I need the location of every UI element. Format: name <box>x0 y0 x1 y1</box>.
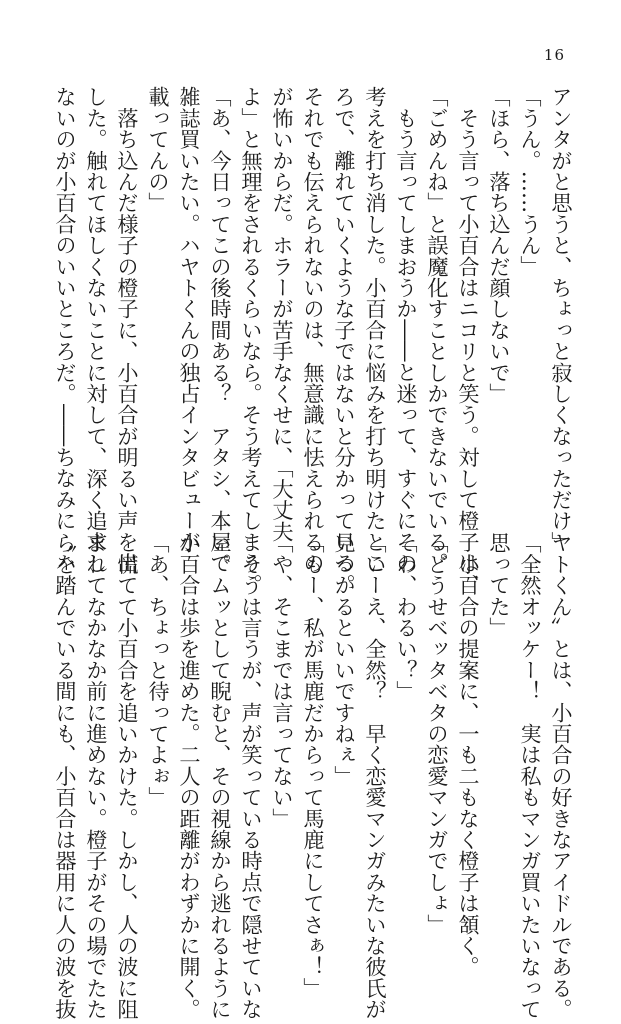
text-line: 「あ、今日ってこの後時間ある？ アタシ、本屋で <box>208 86 233 574</box>
text-line: 「あ、ちょっと待ってよぉ」 <box>146 532 171 808</box>
text-line: 「わ、わるい？」 <box>394 532 419 702</box>
text-line: した。触れてほしくないことに対して、深く追求し <box>84 86 109 574</box>
text-line: 考えを打ち消した。小百合に悩みを打ち明けたとこ <box>363 86 388 574</box>
text-line: ヤトくん〟とは、小百合の好きなアイドルである。 <box>549 532 574 1020</box>
text-line: 雑誌買いたい。ハヤトくんの独占インタビューが <box>177 86 202 553</box>
text-line: 「ごめんね」と誤魔化すことしかできないでいる。 <box>425 86 450 574</box>
text-line: 「うん。……うん」 <box>518 86 543 277</box>
text-line: もう言ってしまおうか――と迷って、すぐにその <box>394 86 419 574</box>
text-line: 「どうせベッタベタの恋愛マンガでしょ」 <box>425 532 450 935</box>
text-line: まれてなかなか前に進めない。橙子がその場でたた <box>84 532 109 1020</box>
text-line: それでも伝えられないのは、無意識に怯えられるの <box>301 86 326 574</box>
text-line: い。ムッとして睨むと、その視線から逃れるように <box>208 532 233 1020</box>
text-line: 落ち込んだ様子の橙子に、小百合が明るい声を出 <box>115 86 140 574</box>
page-number: 16 <box>543 46 565 64</box>
text-line: 思ってた」 <box>487 532 512 638</box>
text-line: そうは言うが、声が笑っている時点で隠せていな <box>239 532 264 1020</box>
text-line: らを踏んでいる間にも、小百合は器用に人の波を抜 <box>53 532 78 1020</box>
text-line: 見つかるといいですねぇ」 <box>332 532 357 787</box>
text-line: ろで、離れていくような子ではないと分かっている。 <box>332 86 357 595</box>
text-line: 小百合の提案に、一も二もなく橙子は頷く。 <box>456 532 481 978</box>
text-line: よ」と無理をされるくらいなら。そう考えてしまう。 <box>239 86 264 595</box>
text-line: ないのが小百合のいいところだ。――ちなみに〝ハ <box>53 86 78 574</box>
text-line: 小百合は歩を進めた。二人の距離がわずかに開く。 <box>177 532 202 1020</box>
text-line: 慌てて小百合を追いかけた。しかし、人の波に阻 <box>115 532 140 1020</box>
text-line: 載ってんの」 <box>146 86 171 214</box>
text-line: 「いーえ、全然？ 早く恋愛マンガみたいな彼氏が <box>363 532 388 1020</box>
text-line: そう言って小百合はニコリと笑う。対して橙子は、 <box>456 86 481 595</box>
text-block-bottom <box>37 532 577 1020</box>
text-line: アンタがと思うと、ちょっと寂しくなっただけ」 <box>549 86 574 553</box>
text-line: が怖いからだ。ホラーが苦手なくせに、「大丈夫 <box>270 86 295 542</box>
text-line: 「もー、私が馬鹿だからって馬鹿にしてさぁ！」 <box>301 532 326 999</box>
text-line: 「や、そこまでは言ってない」 <box>270 532 295 829</box>
text-line: 「ほら、落ち込んだ顔しないで」 <box>487 86 512 404</box>
text-line: 「全然オッケー！ 実は私もマンガ買いたいなって <box>518 532 543 1020</box>
